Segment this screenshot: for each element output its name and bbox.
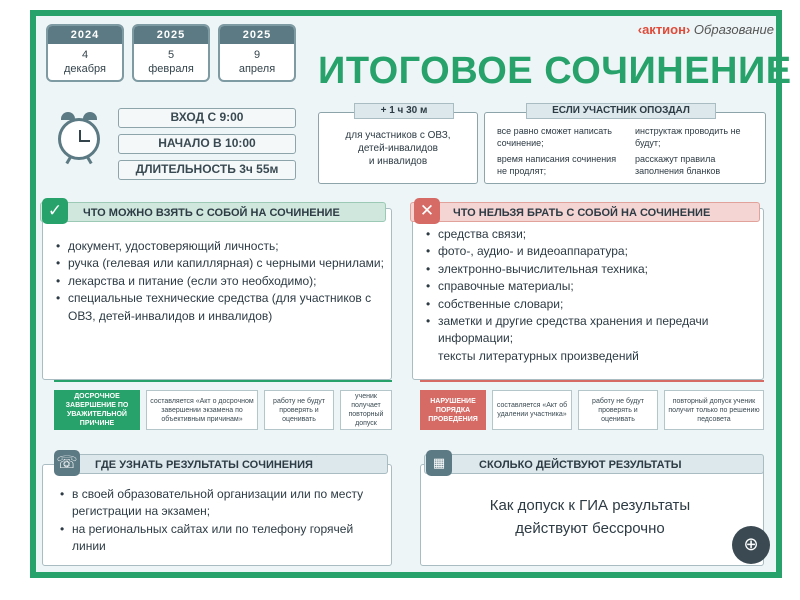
zoom-in-icon[interactable]: ⊕ <box>732 526 770 564</box>
list-item: • собственные словари; <box>424 296 758 313</box>
where-results-list <box>58 486 386 556</box>
forbidden-items-list <box>424 226 758 365</box>
alarm-clock-icon <box>58 118 100 160</box>
early-finish-step-2: работу не будут проверять и оценивать <box>264 390 334 430</box>
list-item: • ручка (гелевая или капиллярная) с черными чернилами; <box>54 255 384 272</box>
validity-text: Как допуск к ГИА результаты действуют бессрочно <box>489 497 691 537</box>
page-title: ИТОГОВОЕ СОЧИНЕНИЕ <box>318 50 792 92</box>
list-item: • электронно-вычислительная техника; <box>424 261 758 278</box>
allowed-items-title: ЧТО МОЖНО ВЗЯТЬ С СОБОЙ НА СОЧИНЕНИЕ <box>40 202 386 222</box>
ovz-extra-time-box: для участников с ОВЗ, детей-инвалидов и инвалидов <box>318 112 478 184</box>
duration: ДЛИТЕЛЬНОСТЬ 3ч 55м <box>118 160 296 180</box>
violation-step-1: составляется «Акт об удалении участника» <box>492 390 572 430</box>
violation-step-3: повторный допуск ученик получит только по решению педсовета <box>664 390 764 430</box>
list-item: • специальные технические средства (для участников с ОВЗ, детей-инвалидов и инвалидов) <box>54 290 384 325</box>
list-item: тексты литературных произведений <box>438 348 639 363</box>
brand-logo: ‹актион› Образование <box>637 22 774 37</box>
violation-label: НАРУШЕНИЕ ПОРЯДКА ПРОВЕДЕНИЯ <box>420 390 486 430</box>
phone-icon: ☏ <box>54 450 80 476</box>
list-item: • справочные материалы; <box>424 278 758 295</box>
violation-step-2: работу не будут проверять и оценивать <box>578 390 658 430</box>
list-item: • фото-, аудио- и видеоаппаратура; <box>424 243 758 260</box>
start-time: НАЧАЛО В 10:00 <box>118 134 296 154</box>
date-card-2: 2025 5 февраля <box>132 24 210 82</box>
early-finish-arrow <box>54 380 392 382</box>
ovz-extra-time-tag: + 1 ч 30 м <box>354 103 454 119</box>
list-item: • в своей образовательной организации или по месту регистрации на экзамен; <box>58 486 386 521</box>
early-finish-label: ДОСРОЧНОЕ ЗАВЕРШЕНИЕ ПО УВАЖИТЕЛЬНОЙ ПРИЧИНЕ <box>54 390 140 430</box>
list-item: • средства связи; <box>424 226 758 243</box>
cross-icon: ✕ <box>414 198 440 224</box>
list-item: • лекарства и питание (если это необходимо); <box>54 273 384 290</box>
early-finish-step-3: ученик получает повторный допуск <box>340 390 392 430</box>
date-card-1: 2024 4 декабря <box>46 24 124 82</box>
violation-arrow <box>420 380 764 382</box>
where-results-title: ГДЕ УЗНАТЬ РЕЗУЛЬТАТЫ СОЧИНЕНИЯ <box>54 454 388 474</box>
list-item: • на региональных сайтах или по телефону горячей линии <box>58 521 386 556</box>
list-item: • заметки и другие средства хранения и передачи информации; <box>424 313 758 348</box>
early-finish-step-1: составляется «Акт о досрочном завершении экзамена по объективным причинам» <box>146 390 258 430</box>
late-participant-box: все равно сможет написать сочинение; время написания сочинения не продлят; инструктаж проводить не будут; расскажут правила заполнения бланков <box>484 112 766 184</box>
forbidden-items-title: ЧТО НЕЛЬЗЯ БРАТЬ С СОБОЙ НА СОЧИНЕНИЕ <box>410 202 760 222</box>
late-participant-title: ЕСЛИ УЧАСТНИК ОПОЗДАЛ <box>526 103 716 119</box>
check-icon: ✓ <box>42 198 68 224</box>
calendar-icon: ▦ <box>426 450 452 476</box>
allowed-items-list <box>54 238 384 325</box>
entry-time: ВХОД С 9:00 <box>118 108 296 128</box>
date-card-3: 2025 9 апреля <box>218 24 296 82</box>
list-item: • документ, удостоверяющий личность; <box>54 238 384 255</box>
validity-title: СКОЛЬКО ДЕЙСТВУЮТ РЕЗУЛЬТАТЫ <box>424 454 764 474</box>
